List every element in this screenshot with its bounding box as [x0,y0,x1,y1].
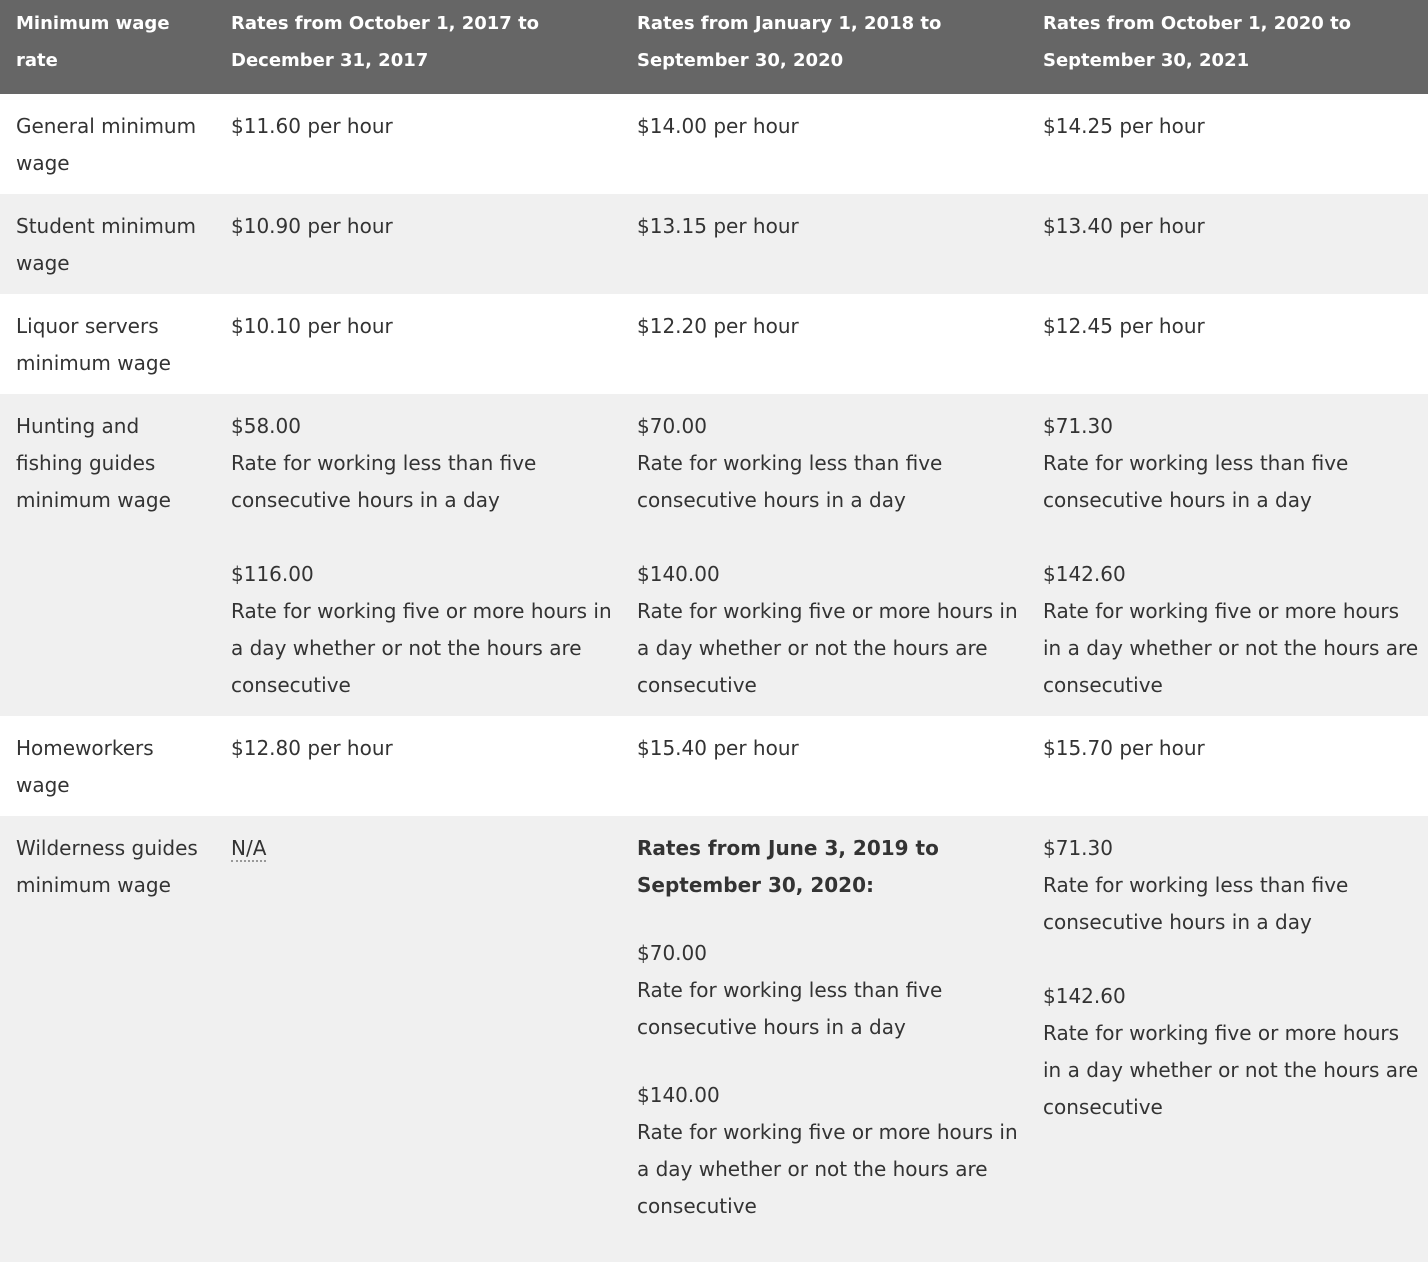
rate-amount-long: $140.00 [637,1083,720,1107]
rate-desc-short: Rate for working less than five consecutive hours in a day [637,451,943,512]
rate-amount-long: $142.60 [1043,984,1126,1008]
rate-desc-short: Rate for working less than five consecutive hours in a day [1043,451,1349,512]
cell-rate [621,394,1027,716]
cell-rate: $10.90 per hour [215,194,621,294]
table-row [0,194,1428,294]
cell-rate: $15.70 per hour [1027,716,1428,816]
rate-period-subheading: Rates from June 3, 2019 to September 30, 2020: [637,836,939,897]
rate-desc-short: Rate for working less than five consecutive hours in a day [1043,873,1349,934]
rate-desc-long: Rate for working five or more hours in a day whether or not the hours are consecutive [231,599,612,697]
table-row [0,294,1428,394]
cell-rate [1027,394,1428,716]
header-minimum-wage-rate: Minimum wage rate [0,0,215,94]
not-applicable-abbr[interactable]: N/A [231,836,267,860]
cell-rate [215,394,621,716]
cell-rate: $15.40 per hour [621,716,1027,816]
table-row [0,816,1428,1262]
rate-amount-short: $70.00 [637,941,707,965]
header-row [0,0,1428,94]
rate-amount-short: $70.00 [637,414,707,438]
cell-rate: $12.45 per hour [1027,294,1428,394]
table-body [0,94,1428,1262]
row-label-student: Student minimum wage [0,194,215,294]
rate-amount-short: $71.30 [1043,414,1113,438]
table-row [0,94,1428,194]
cell-rate: $11.60 per hour [215,94,621,194]
table-header [0,0,1428,94]
rate-amount-short: $71.30 [1043,836,1113,860]
rate-desc-long: Rate for working five or more hours in a day whether or not the hours are consecutive [637,1120,1018,1218]
rate-amount-long: $142.60 [1043,562,1126,586]
rate-desc-long: Rate for working five or more hours in a day whether or not the hours are consecutive [1043,1021,1419,1119]
rate-desc-short: Rate for working less than five consecutive hours in a day [231,451,537,512]
cell-rate: $12.20 per hour [621,294,1027,394]
rate-amount-long: $116.00 [231,562,314,586]
row-label-wilderness-guides: Wilderness guides minimum wage [0,816,215,1262]
cell-rate: $10.10 per hour [215,294,621,394]
rate-amount-short: $58.00 [231,414,301,438]
cell-rate: $14.25 per hour [1027,94,1428,194]
row-label-general: General minimum wage [0,94,215,194]
cell-rate: $12.80 per hour [215,716,621,816]
table-row [0,716,1428,816]
cell-rate [1027,816,1428,1262]
cell-rate: $13.15 per hour [621,194,1027,294]
cell-rate [215,816,621,1262]
header-rates-2020-2021: Rates from October 1, 2020 to September 30, 2021 [1027,0,1428,94]
rate-amount-long: $140.00 [637,562,720,586]
row-label-hunting-fishing-guides: Hunting and fishing guides minimum wage [0,394,215,716]
header-rates-2018-2020: Rates from January 1, 2018 to September 30, 2020 [621,0,1027,94]
row-label-homeworkers: Homeworkers wage [0,716,215,816]
cell-rate: $13.40 per hour [1027,194,1428,294]
cell-rate: $14.00 per hour [621,94,1027,194]
rate-desc-long: Rate for working five or more hours in a day whether or not the hours are consecutive [637,599,1018,697]
table-row [0,394,1428,716]
rate-desc-long: Rate for working five or more hours in a day whether or not the hours are consecutive [1043,599,1419,697]
rate-desc-short: Rate for working less than five consecutive hours in a day [637,978,943,1039]
row-label-liquor-servers: Liquor servers minimum wage [0,294,215,394]
cell-rate [621,816,1027,1262]
header-rates-2017: Rates from October 1, 2017 to December 31, 2017 [215,0,621,94]
